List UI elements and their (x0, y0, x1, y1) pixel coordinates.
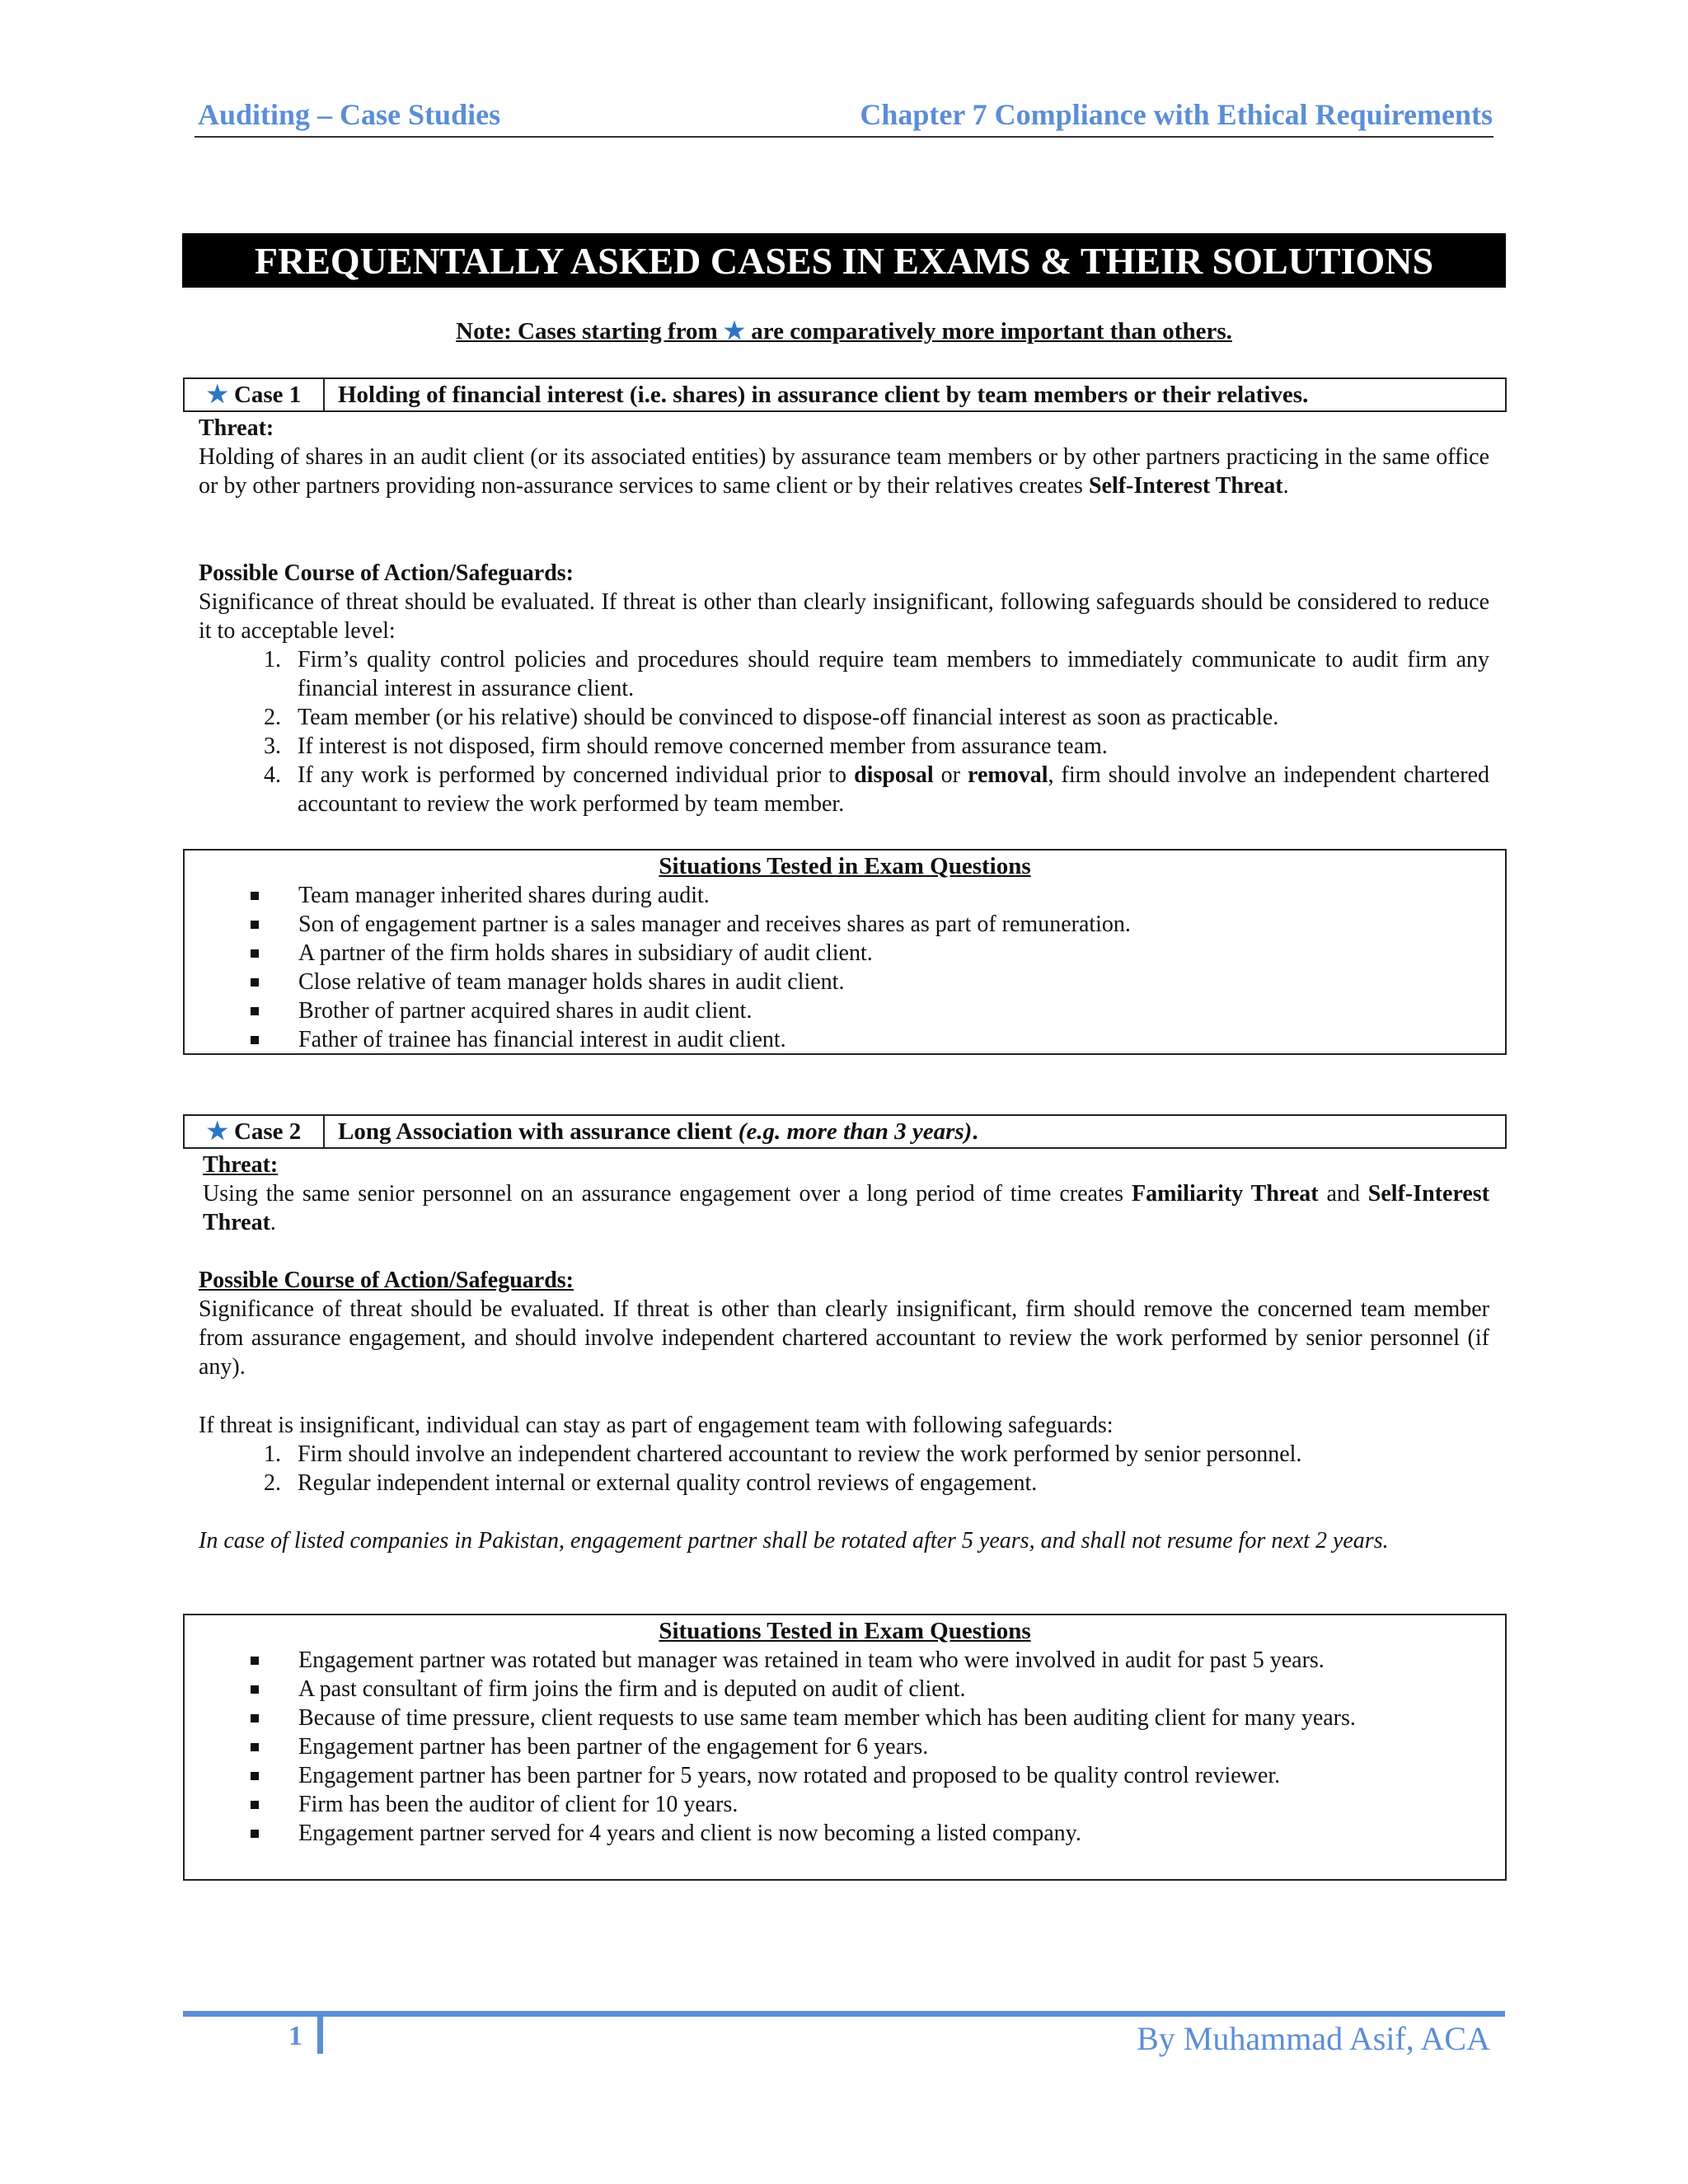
list-item: Engagement partner has been partner of the engagement for 6 years. (185, 1732, 1505, 1761)
list-item: Brother of partner acquired shares in audit client. (185, 996, 1505, 1025)
importance-note (0, 316, 1688, 345)
list-item: A partner of the firm holds shares in subsidiary of audit client. (185, 939, 1505, 968)
list-item: Engagement partner has been partner for 5 years, now rotated and proposed to be quality control reviewer. (185, 1761, 1505, 1790)
case-2-header (183, 1114, 1507, 1149)
list-item: Because of time pressure, client requests to use same team member which has been auditing client for many years. (185, 1704, 1505, 1732)
list-item: Firm has been the auditor of client for 10 years. (185, 1790, 1505, 1819)
case-2-action-label: Possible Course of Action/Safeguards: (199, 1268, 574, 1293)
note-text-before: Note: Cases starting from (456, 318, 724, 344)
list-item: Team manager inherited shares during audit. (185, 881, 1505, 910)
situations-title: Situations Tested in Exam Questions (659, 853, 1031, 879)
page-banner: FREQUENTALLY ASKED CASES IN EXAMS & THEIR SOLUTIONS (182, 233, 1506, 288)
case-1-label (185, 379, 325, 410)
footer-divider (317, 2011, 323, 2054)
list-item: Engagement partner was rotated but manager was retained in team who were involved in audit for past 5 years. (185, 1646, 1505, 1675)
case-1-number: Case 1 (233, 382, 302, 408)
case-1-action-label: Possible Course of Action/Safeguards: (199, 560, 574, 586)
list-item: 2. Team member (or his relative) should be convinced to dispose-off financial interest as soon as practicable. (264, 705, 1279, 730)
case-1-threat-text (199, 443, 1489, 500)
case-1-threat-body: Holding of shares in an audit client (or its associated entities) by assurance team members or by other partners practicing in the same office or by other partners providing non-assurance services to same client or by their relatives creates (199, 444, 1489, 499)
header-chapter-title: Chapter 7 Compliance with Ethical Requirements (860, 98, 1493, 131)
case-2-listed-note: In case of listed companies in Pakistan, engagement partner shall be rotated after 5 years, and shall not resume for next 2 years. (199, 1528, 1389, 1554)
list-item: 1. Firm’s quality control policies and procedures should require team members to immediately communicate to audit firm any financial interest in assurance client. (264, 647, 1489, 701)
case-1-threat-end: . (1282, 473, 1289, 499)
case-2-insignificant-text: If threat is insignificant, individual can stay as part of engagement team with following safeguards: (199, 1413, 1114, 1438)
star-icon: ★ (206, 382, 228, 408)
case-1-safeguards-list (199, 645, 1489, 818)
star-icon: ★ (206, 1118, 228, 1145)
case-1-threat-type: Self-Interest Threat (1088, 473, 1283, 499)
case-2-safeguards-list (199, 1440, 1489, 1497)
list-item: A past consultant of firm joins the firm and is deputed on audit of client. (185, 1675, 1505, 1704)
case-1-action-text: Significance of threat should be evaluated. If threat is other than clearly insignificant, following safeguards should be considered to reduce it to acceptable level: (199, 589, 1489, 644)
case-2-title: Long Association with assurance client (e.g. more than 3 years). (338, 1118, 978, 1145)
situations-title: Situations Tested in Exam Questions (659, 1618, 1031, 1644)
case-2-number: Case 2 (233, 1118, 302, 1145)
case-2-action-text: Significance of threat should be evaluated. If threat is other than clearly insignificant, firm should remove the concerned team member from assurance engagement, and should involve independent chartered accountant to review the work performed by senior personnel (if any). (199, 1296, 1489, 1380)
list-item: 1. Firm should involve an independent chartered accountant to review the work performed by senior personnel. (264, 1441, 1302, 1467)
list-item: 3. If interest is not disposed, firm should remove concerned member from assurance team. (264, 733, 1108, 759)
list-item: Close relative of team manager holds shares in audit client. (185, 968, 1505, 996)
case-1-situations-box (183, 849, 1507, 1055)
note-text-after: are comparatively more important than others. (744, 318, 1232, 344)
list-item: 4. If any work is performed by concerned individual prior to disposal or removal, firm should involve an independent chartered accountant to review the work performed by team member. (264, 762, 1489, 817)
list-item: Father of trainee has financial interest in audit client. (185, 1025, 1505, 1054)
list-item: Son of engagement partner is a sales manager and receives shares as part of remuneration. (185, 910, 1505, 939)
case-2-threat-label: Threat: (203, 1152, 279, 1178)
list-item: Engagement partner served for 4 years and client is now becoming a listed company. (185, 1819, 1505, 1848)
case-2-label (185, 1116, 325, 1147)
author-credit: By Muhammad Asif, ACA (1137, 2020, 1490, 2057)
case-2-threat-text: Using the same senior personnel on an assurance engagement over a long period of time creates Familiarity Threat and Self-Interest Threat. (203, 1181, 1490, 1235)
case-2-situations-box (183, 1614, 1507, 1881)
page-number: 1 (288, 2021, 302, 2051)
case-1-threat-label: Threat: (199, 415, 274, 441)
header-rule (195, 136, 1493, 138)
header-left-title: Auditing – Case Studies (198, 98, 501, 131)
case-1-header (183, 377, 1507, 412)
list-item: 2. Regular independent internal or external quality control reviews of engagement. (264, 1470, 1038, 1496)
star-icon: ★ (723, 318, 745, 344)
case-1-title: Holding of financial interest (i.e. shares) in assurance client by team members or their relatives. (338, 382, 1309, 408)
footer-rule (183, 2011, 1505, 2017)
